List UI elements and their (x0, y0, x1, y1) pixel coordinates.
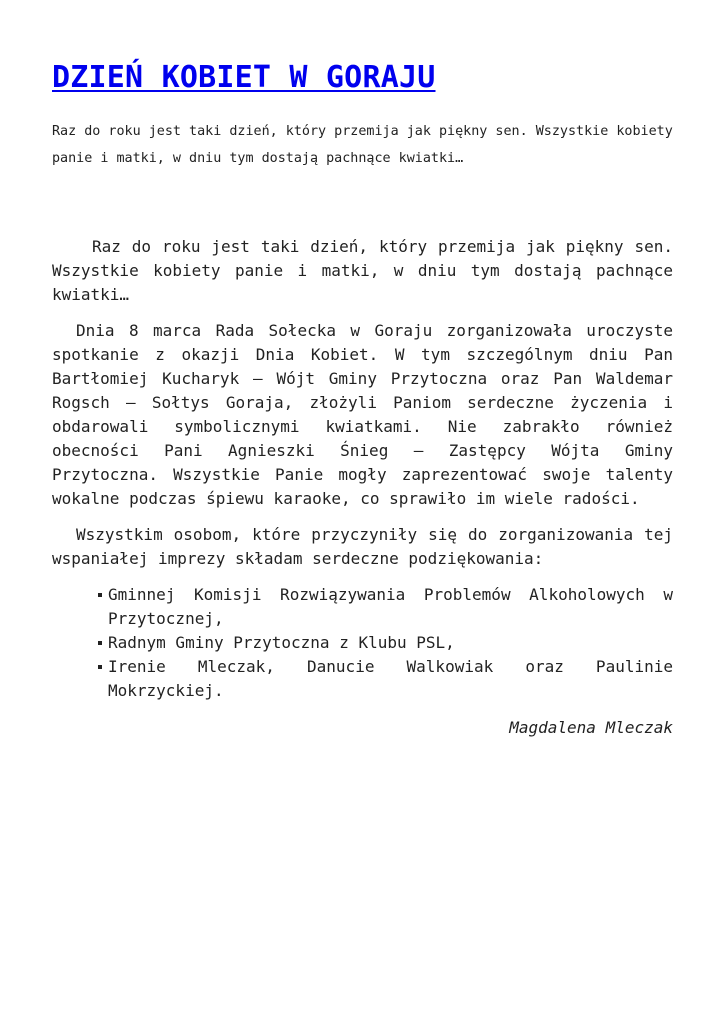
article-title-link[interactable]: DZIEŃ KOBIET W GORAJU (52, 60, 436, 95)
article-body (52, 235, 673, 740)
article-paragraph-event: Dnia 8 marca Rada Sołecka w Goraju zorganizowała uroczyste spotkanie z okazji Dnia Kobiet. W tym szczególnym dniu Pan Bartłomiej Kucharyk – Wójt Gminy Przytoczna oraz Pan Waldemar Rogsch – Sołtys Goraja, złożyli Paniom serdeczne życzenia i obdarowali symbolicznymi kwiatkami. Nie zabrakło również obecności Pani Agnieszki Śnieg – Zastępcy Wójta Gminy Przytoczna. Wszystkie Panie mogły zaprezentować swoje talenty wokalne podczas śpiewu karaoke, co sprawiło im wiele radości. (52, 321, 673, 508)
article-paragraph-thanks: Wszystkim osobom, które przyczyniły się do zorganizowania tej wspaniałej imprezy składam serdeczne podziękowania: (52, 525, 673, 568)
article-page (52, 0, 673, 740)
author-signature: Magdalena Mleczak (509, 718, 673, 737)
list-item: Irenie Mleczak, Danucie Walkowiak oraz Paulinie Mokrzyckiej. (98, 655, 673, 703)
article-paragraph-intro: Raz do roku jest taki dzień, który przemija jak piękny sen. Wszystkie kobiety panie i matki, w dniu tym dostają pachnące kwiatki… (52, 237, 673, 304)
thanks-list (52, 583, 673, 703)
list-item: Radnym Gminy Przytoczna z Klubu PSL, (98, 631, 673, 655)
list-item: Gminnej Komisji Rozwiązywania Problemów Alkoholowych w Przytocznej, (98, 583, 673, 631)
article-excerpt: Raz do roku jest taki dzień, który przemija jak piękny sen. Wszystkie kobiety panie i matki, w dniu tym dostają pachnące kwiatki… (52, 124, 673, 166)
